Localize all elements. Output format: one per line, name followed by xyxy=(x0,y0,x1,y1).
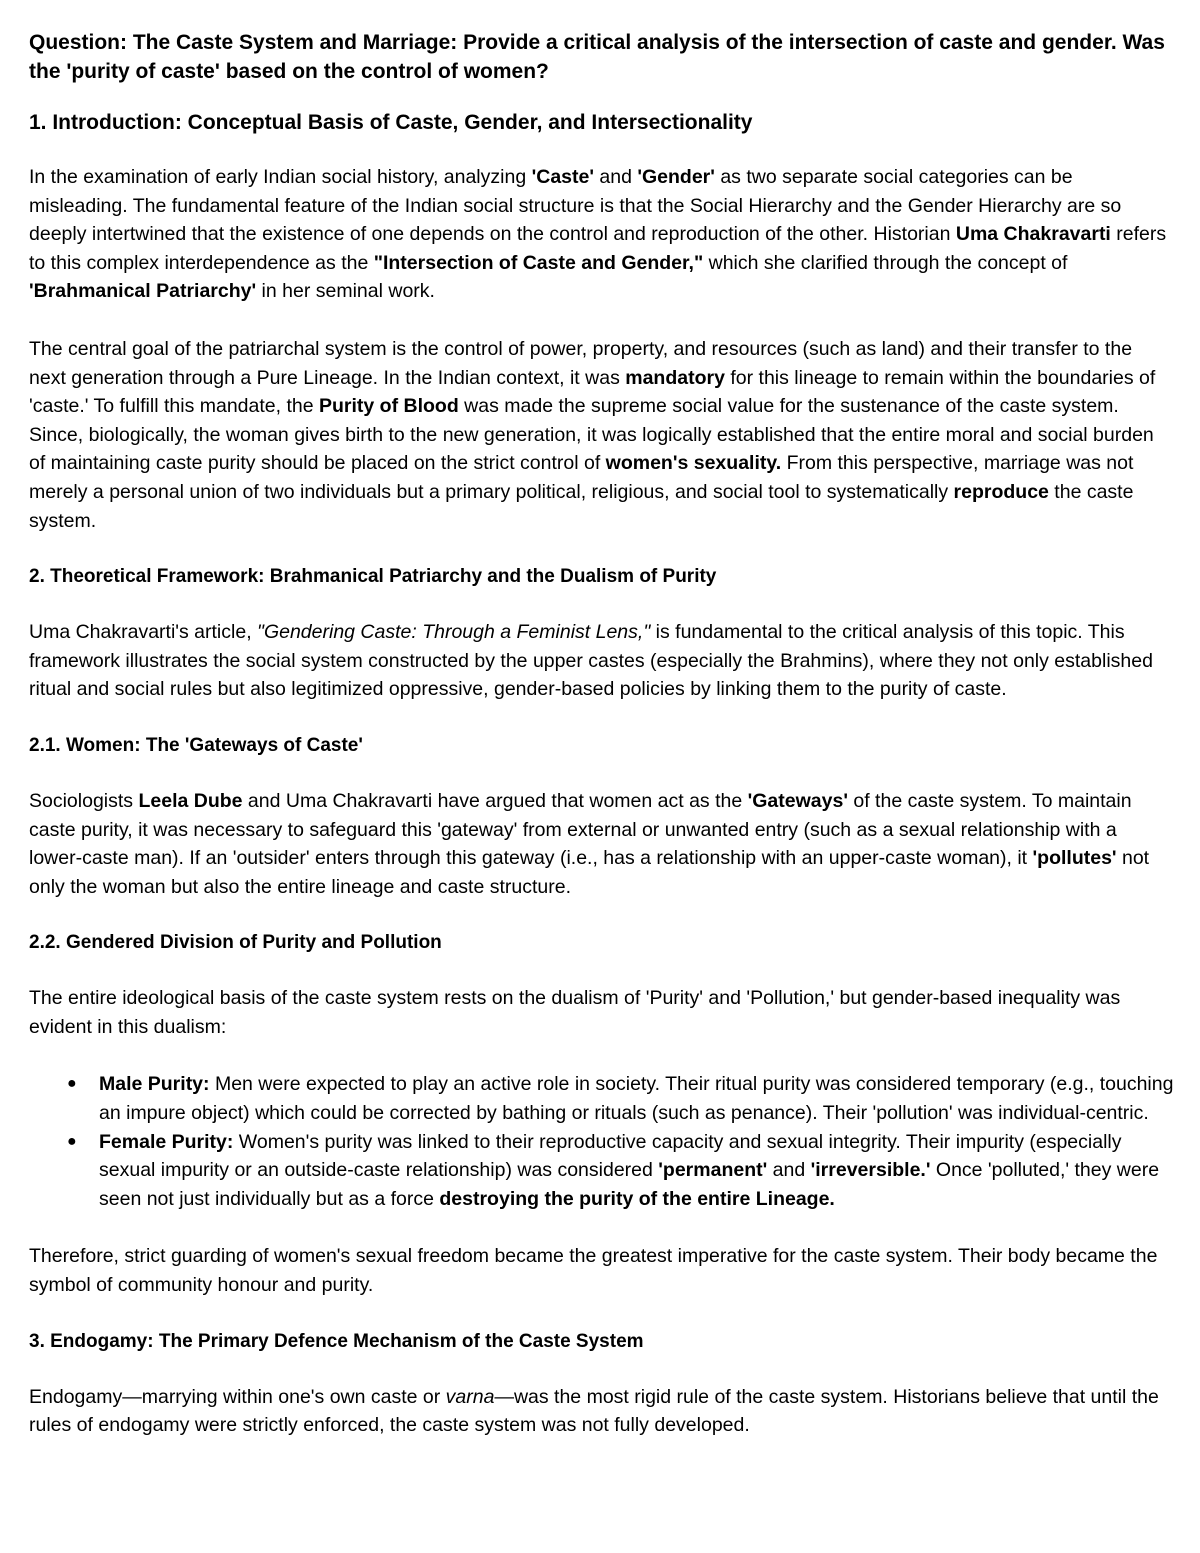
text-run: not only the woman but also the entire lineage and caste structure. xyxy=(29,847,1150,898)
text-run: and xyxy=(767,1159,811,1182)
italic-term: varna xyxy=(445,1385,495,1408)
section-2-paragraph-1 xyxy=(29,618,1174,704)
bold-term: 'permanent' xyxy=(658,1159,768,1182)
text-run: The central goal of the patriarchal system is the control of power, property, and resources (such as land) and their transfer to the next generation through a Pure Lineage. In the Indian context, it was xyxy=(29,337,1133,389)
text-run: Men were expected to play an active role in society. Their ritual purity was considered temporary (e.g., touching an impure object) which could be corrected by bathing or rituals (such as penance). Their 'pollution' was individual-centric. xyxy=(99,1073,1174,1125)
bold-term: 'pollutes' xyxy=(1032,847,1117,870)
bold-term: Female Purity: xyxy=(99,1130,234,1153)
bold-term: 'irreversible.' xyxy=(810,1159,931,1182)
section-2-2-paragraph-2: Therefore, strict guarding of women's sexual freedom became the greatest imperative for the caste system. Their body became the symbol of community honour and purity. xyxy=(29,1245,1158,1297)
bold-term: Purity of Blood xyxy=(319,395,459,418)
section-2-title: 2. Theoretical Framework: Brahmanical Patriarchy and the Dualism of Purity xyxy=(29,566,717,588)
text-run: Once 'polluted,' they were seen not just individually but as a force xyxy=(99,1159,1160,1210)
text-run: and Uma Chakravarti have argued that women act as the xyxy=(242,789,748,812)
bold-term: women's sexuality. xyxy=(605,452,782,475)
purity-bullet-list xyxy=(29,1070,1174,1213)
document-page xyxy=(29,28,1174,1469)
section-1-paragraph-1 xyxy=(29,163,1174,306)
text-run: Sociologists xyxy=(29,789,139,812)
section-2-2-title: 2.2. Gendered Division of Purity and Pollution xyxy=(29,932,442,954)
text-run: refers to this complex interdependence as the xyxy=(29,223,1167,274)
bold-term: Leela Dube xyxy=(138,789,243,812)
section-1-paragraph-2 xyxy=(29,335,1174,535)
text-run: in her seminal work. xyxy=(256,280,435,303)
section-3-title: 3. Endogamy: The Primary Defence Mechanism of the Caste System xyxy=(29,1330,644,1352)
text-run: for this lineage to remain within the boundaries of 'caste.' To fulfill this mandate, the xyxy=(29,366,1156,418)
bold-term: Uma Chakravarti xyxy=(955,223,1111,246)
section-2-1-paragraph-1 xyxy=(29,787,1174,901)
bullet-icon: ● xyxy=(67,1132,77,1150)
text-run: the caste system. xyxy=(29,480,1134,532)
list-item xyxy=(67,1128,1174,1214)
text-run: as two separate social categories can be misleading. The fundamental feature of the Indian social structure is that the Social Hierarchy and the Gender Hierarchy are so deeply intertwined that the existence of one depends on the control and reproduction of the other. Historian xyxy=(29,166,1122,246)
bold-term: "Intersection of Caste and Gender," xyxy=(373,251,704,274)
text-run: which she clarified through the concept of xyxy=(703,251,1068,274)
list-item xyxy=(67,1070,1174,1127)
text-run: Uma Chakravarti's article, xyxy=(29,621,258,644)
bold-term: 'Gender' xyxy=(637,166,715,188)
text-run: is fundamental to the critical analysis of this topic. This framework illustrates the social system constructed by the upper castes (especially the Brahmins), where they not only established ritual and social rules but also legitimized oppressive, gender-based policies by linking them to the purity of caste. xyxy=(29,621,1153,701)
text-run: Women's purity was linked to their reproductive capacity and sexual integrity. Their impurity (especially sexual impurity or an outside-caste relationship) was considered xyxy=(99,1130,1122,1182)
bold-term: mandatory xyxy=(625,366,725,389)
text-run: From this perspective, marriage was not merely a personal union of two individuals but a primary political, religious, and social tool to systematically xyxy=(29,452,1134,503)
bold-term: 'Gateways' xyxy=(747,789,848,812)
text-run: —was the most rigid rule of the caste system. Historians believe that until the rules of endogamy were strictly enforced, the caste system was not fully developed. xyxy=(29,1385,1159,1437)
section-2-1-title: 2.1. Women: The 'Gateways of Caste' xyxy=(29,734,363,756)
text-run: of the caste system. To maintain caste purity, it was necessary to safeguard this 'gateway' from external or unwanted entry (such as a sexual relationship with a lower-caste man). If an 'outsider' enters through this gateway (i.e., has a relationship with an upper-caste woman), it xyxy=(29,789,1132,870)
bold-term: 'Caste' xyxy=(531,166,594,188)
text-run: and xyxy=(593,166,638,188)
bullet-icon: ● xyxy=(67,1075,77,1093)
text-run: Endogamy—marrying within one's own caste or xyxy=(29,1385,446,1408)
bold-term: destroying the purity of the entire Lineage. xyxy=(439,1187,835,1210)
article-title: "Gendering Caste: Through a Feminist Lens," xyxy=(257,621,651,644)
section-1-title: 1. Introduction: Conceptual Basis of Caste, Gender, and Intersectionality xyxy=(29,111,753,134)
bold-term: 'Brahmanical Patriarchy' xyxy=(29,280,257,303)
bold-term: reproduce xyxy=(953,480,1049,503)
text-run: In the examination of early Indian social history, analyzing xyxy=(29,166,532,188)
section-2-2-paragraph-1: The entire ideological basis of the caste system rests on the dualism of 'Purity' and 'Pollution,' but gender-based inequality was evident in this dualism: xyxy=(29,987,1121,1038)
bold-term: Male Purity: xyxy=(99,1073,210,1096)
question-heading: Question: The Caste System and Marriage: Provide a critical analysis of the intersection of caste and gender. Was the 'purity of caste' based on the control of women? xyxy=(29,31,1165,83)
section-3-paragraph-1 xyxy=(29,1383,1174,1440)
text-run: was made the supreme social value for the sustenance of the caste system. Since, biologically, the woman gives birth to the new generation, it was logically established that the entire moral and social burden of maintaining caste purity should be placed on the strict control of xyxy=(29,395,1154,475)
